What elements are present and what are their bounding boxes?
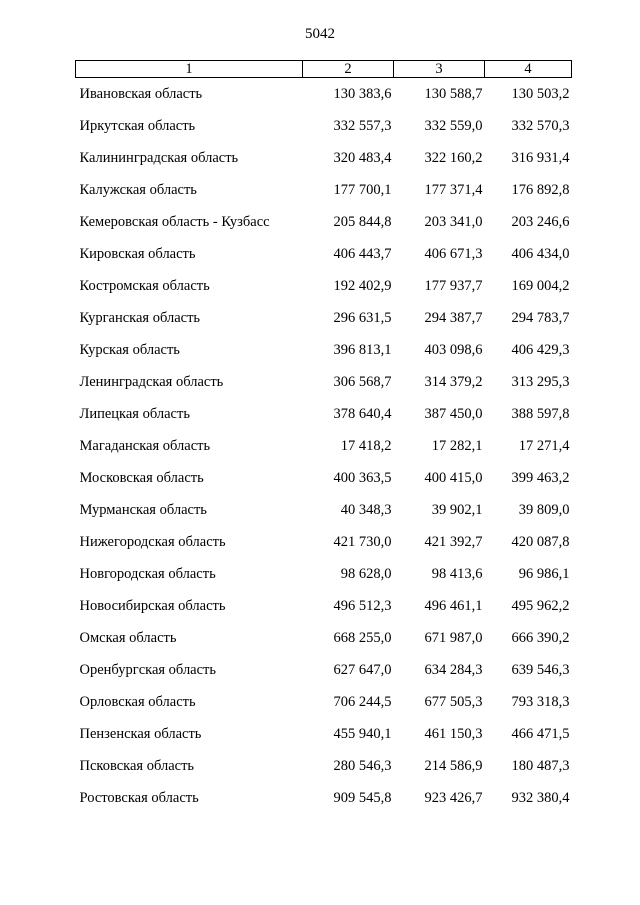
value-cell-col-2: 205 844,8 (333, 214, 392, 230)
region-name-cell: Иркутская область (79, 118, 196, 134)
value-cell-col-4: 96 986,1 (518, 566, 570, 582)
value-cell-col-4: 332 570,3 (511, 118, 570, 134)
value-cell-col-2: 400 363,5 (333, 470, 392, 486)
value-cell-col-2: 40 348,3 (340, 502, 392, 518)
region-name-cell: Новгородская область (79, 566, 216, 582)
table-header (76, 61, 572, 78)
header-col-3: 3 (394, 61, 485, 78)
value-cell-col-4: 176 892,8 (511, 182, 570, 198)
table-row (76, 622, 572, 654)
table-row (76, 654, 572, 686)
header-col-1: 1 (76, 61, 303, 78)
value-cell-col-3: 203 341,0 (424, 214, 483, 230)
table-row (76, 750, 572, 782)
region-name-cell: Калининградская область (79, 150, 239, 166)
value-cell-col-2: 496 512,3 (333, 598, 392, 614)
table-row (76, 142, 572, 174)
value-cell-col-4: 294 783,7 (511, 310, 570, 326)
region-name-cell: Курганская область (79, 310, 201, 326)
value-cell-col-2: 98 628,0 (340, 566, 392, 582)
header-row (76, 61, 572, 78)
value-cell-col-4: 666 390,2 (511, 630, 570, 646)
table-row (76, 174, 572, 206)
value-cell-col-3: 421 392,7 (424, 534, 483, 550)
region-name-cell: Липецкая область (79, 406, 190, 422)
value-cell-col-4: 180 487,3 (511, 758, 570, 774)
value-cell-col-4: 203 246,6 (511, 214, 570, 230)
region-name-cell: Кировская область (79, 246, 196, 262)
region-name-cell: Костромская область (79, 278, 210, 294)
region-name-cell: Кемеровская область - Кузбасс (79, 214, 270, 230)
page-number: 5042 (305, 26, 335, 42)
region-name-cell: Новосибирская область (79, 598, 226, 614)
value-cell-col-2: 306 568,7 (333, 374, 392, 390)
value-cell-col-4: 793 318,3 (511, 694, 570, 710)
region-name-cell: Псковская область (79, 758, 195, 774)
value-cell-col-4: 169 004,2 (511, 278, 570, 294)
value-cell-col-2: 17 418,2 (340, 438, 392, 454)
value-cell-col-3: 314 379,2 (424, 374, 483, 390)
value-cell-col-3: 461 150,3 (424, 726, 483, 742)
value-cell-col-2: 396 813,1 (333, 342, 392, 358)
value-cell-col-2: 668 255,0 (333, 630, 392, 646)
region-name-cell: Орловская область (79, 694, 196, 710)
region-name-cell: Нижегородская область (79, 534, 226, 550)
value-cell-col-2: 909 545,8 (333, 790, 392, 806)
value-cell-col-4: 388 597,8 (511, 406, 570, 422)
table-row (76, 430, 572, 462)
table-row (76, 110, 572, 142)
value-cell-col-4: 406 434,0 (511, 246, 570, 262)
region-name-cell: Ивановская область (79, 86, 203, 102)
table-row (76, 718, 572, 750)
region-name-cell: Калужская область (79, 182, 197, 198)
value-cell-col-3: 387 450,0 (424, 406, 483, 422)
value-cell-col-3: 403 098,6 (424, 342, 483, 358)
value-cell-col-4: 316 931,4 (511, 150, 570, 166)
value-cell-col-3: 322 160,2 (424, 150, 483, 166)
table-row (76, 206, 572, 238)
value-cell-col-2: 627 647,0 (333, 662, 392, 678)
value-cell-col-3: 130 588,7 (424, 86, 483, 102)
region-name-cell: Мурманская область (79, 502, 207, 518)
region-name-cell: Оренбургская область (79, 662, 217, 678)
table-row (76, 334, 572, 366)
value-cell-col-4: 399 463,2 (511, 470, 570, 486)
value-cell-col-4: 17 271,4 (518, 438, 570, 454)
value-cell-col-3: 400 415,0 (424, 470, 483, 486)
value-cell-col-2: 280 546,3 (333, 758, 392, 774)
value-cell-col-3: 17 282,1 (431, 438, 483, 454)
value-cell-col-3: 177 371,4 (424, 182, 483, 198)
value-cell-col-4: 313 295,3 (511, 374, 570, 390)
value-cell-col-4: 39 809,0 (518, 502, 570, 518)
value-cell-col-4: 495 962,2 (511, 598, 570, 614)
table-row (76, 494, 572, 526)
header-col-2: 2 (303, 61, 394, 78)
value-cell-col-2: 406 443,7 (333, 246, 392, 262)
table-row (76, 78, 572, 111)
value-cell-col-2: 130 383,6 (333, 86, 392, 102)
value-cell-col-2: 177 700,1 (333, 182, 392, 198)
table-row (76, 462, 572, 494)
value-cell-col-4: 130 503,2 (511, 86, 570, 102)
value-cell-col-2: 192 402,9 (333, 278, 392, 294)
table-row (76, 270, 572, 302)
value-cell-col-3: 214 586,9 (424, 758, 483, 774)
table-row (76, 526, 572, 558)
value-cell-col-2: 320 483,4 (333, 150, 392, 166)
budget-table (75, 60, 572, 814)
value-cell-col-3: 39 902,1 (431, 502, 483, 518)
value-cell-col-3: 634 284,3 (424, 662, 483, 678)
value-cell-col-3: 332 559,0 (424, 118, 483, 134)
region-name-cell: Магаданская область (79, 438, 211, 454)
value-cell-col-4: 466 471,5 (511, 726, 570, 742)
value-cell-col-4: 406 429,3 (511, 342, 570, 358)
value-cell-col-2: 421 730,0 (333, 534, 392, 550)
region-name-cell: Пензенская область (79, 726, 202, 742)
value-cell-col-3: 671 987,0 (424, 630, 483, 646)
value-cell-col-4: 639 546,3 (511, 662, 570, 678)
table-row (76, 302, 572, 334)
region-name-cell: Московская область (79, 470, 204, 486)
table-body (76, 78, 572, 815)
region-name-cell: Омская область (79, 630, 177, 646)
table-row (76, 238, 572, 270)
region-name-cell: Ростовская область (79, 790, 199, 806)
table-row (76, 590, 572, 622)
table-row (76, 558, 572, 590)
table-row (76, 686, 572, 718)
value-cell-col-3: 98 413,6 (431, 566, 483, 582)
value-cell-col-4: 420 087,8 (511, 534, 570, 550)
value-cell-col-3: 923 426,7 (424, 790, 483, 806)
value-cell-col-2: 296 631,5 (333, 310, 392, 326)
value-cell-col-3: 677 505,3 (424, 694, 483, 710)
header-col-4: 4 (485, 61, 572, 78)
value-cell-col-2: 378 640,4 (333, 406, 392, 422)
value-cell-col-3: 406 671,3 (424, 246, 483, 262)
value-cell-col-3: 177 937,7 (424, 278, 483, 294)
value-cell-col-3: 496 461,1 (424, 598, 483, 614)
table-row (76, 782, 572, 814)
region-name-cell: Ленинградская область (79, 374, 224, 390)
value-cell-col-3: 294 387,7 (424, 310, 483, 326)
region-name-cell: Курская область (79, 342, 180, 358)
value-cell-col-2: 706 244,5 (333, 694, 392, 710)
table-row (76, 366, 572, 398)
table-row (76, 398, 572, 430)
value-cell-col-4: 932 380,4 (511, 790, 570, 806)
value-cell-col-2: 455 940,1 (333, 726, 392, 742)
value-cell-col-2: 332 557,3 (333, 118, 392, 134)
